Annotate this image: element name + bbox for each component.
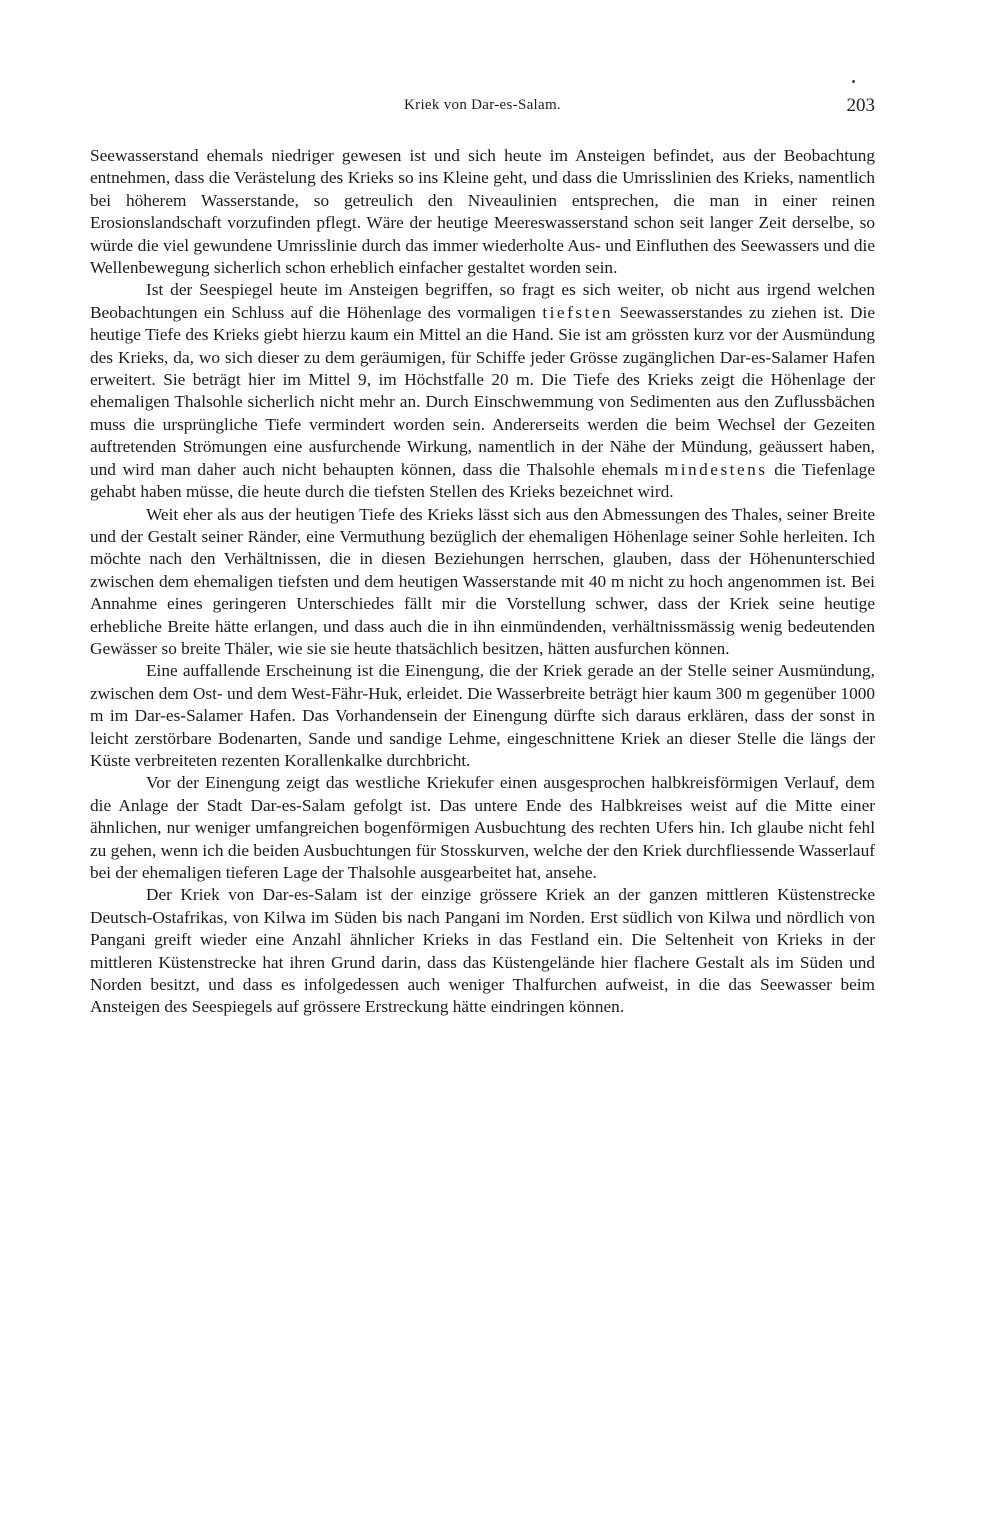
paragraph-text: Seewasserstand ehemals niedriger gewesen ist und sich heute im Ansteigen befindet, aus der Beobachtung entnehmen, dass die Verästelung des Krieks so ins Kleine geht, und dass die Umrisslinien des Krieks, namentlich bei höherem Wasserstande, so getreulich den Niveaulinien entsprechen, die man in einer reinen Erosionslandschaft vorzufinden pflegt. Wäre der heutige Meereswasserstand schon seit langer Zeit derselbe, so würde die viel gewundene Umrisslinie durch das immer wiederholte Aus- und Einfluthen des Seewassers und die Wellenbewegung sicherlich schon erheblich einfacher gestaltet worden sein. — [90, 146, 875, 278]
emphasized-word: tiefsten — [542, 302, 614, 322]
running-header — [90, 95, 875, 119]
paragraph-5 — [90, 772, 875, 884]
paragraph-3 — [90, 504, 875, 661]
emphasized-word: mindestens — [664, 459, 768, 479]
paragraph-text: Der Kriek von Dar-es-Salam ist der einzige grössere Kriek an der ganzen mittleren Küstenstrecke Deutsch-Ostafrikas, von Kilwa im Süden bis nach Pangani im Norden. Erst südlich von Kilwa und nördlich von Pangani greift wieder eine Anzahl ähnlicher Krieks in das Festland ein. Die Seltenheit von Krieks in der mittleren Küstenstrecke hat ihren Grund darin, dass das Küstengelände hier flachere Gestalt als im Süden und Norden besitzt, und dass es infolgedessen auch weniger Thalfurchen aufweist, in die das Seewasser beim Ansteigen des Seespiegels auf grössere Erstreckung hätte eindringen können. — [90, 885, 875, 1017]
paragraph-text: Eine auffallende Erscheinung ist die Einengung, die der Kriek gerade an der Stelle seiner Ausmündung, zwischen dem Ost- und dem West-Fähr-Huk, erleidet. Die Wasserbreite beträgt hier kaum 300 m gegenüber 1000 m im Dar-es-Salamer Hafen. Das Vorhandensein der Einengung dürfte sich daraus erklären, dass der sonst in leicht zerstörbare Bodenarten, Sande und sandige Lehme, eingeschnittene Kriek an dieser Stelle die längs der Küste verbreiteten rezenten Korallenkalke durchbricht. — [90, 661, 875, 770]
paragraph-text: Ist der Seespiegel heute im Ansteigen begriffen, so fragt es sich weiter, ob nicht aus irgend welchen Beobachtungen ein Schluss auf die Höhenlage des vormaligen — [90, 280, 875, 322]
paragraph-6 — [90, 884, 875, 1018]
paragraph-text: Weit eher als aus der heutigen Tiefe des Krieks lässt sich aus den Abmessungen des Thales, seiner Breite und der Gestalt seiner Ränder, eine Vermuthung bezüglich der ehemaligen Höhenlage seiner Sohle herleiten. Ich möchte nach den Verhältnissen, die in diesen Beziehungen herrschen, glauben, dass der Höhenunterschied zwischen dem ehemaligen tiefsten und dem heutigen Wasserstande mit 40 m nicht zu hoch angenommen ist. Bei Annahme eines geringeren Unterschiedes fällt mir die Vorstellung schwer, dass der Kriek seine heutige erhebliche Breite hätte erlangen, und dass auch die in ihn einmündenden, verhältnissmässig wenig bedeutenden Gewässer so breite Thäler, wie sie sie heute thatsächlich besitzen, hätten ausfurchen können. — [90, 504, 875, 658]
paragraph-2 — [90, 279, 875, 503]
paragraph-text: Vor der Einengung zeigt das westliche Kriekufer einen ausgesprochen halbkreisförmigen Verlauf, dem die Anlage der Stadt Dar-es-Salam gefolgt ist. Das untere Ende des Halbkreises weist auf die Mitte einer ähnlichen, nur weniger umfangreichen bogenförmigen Ausbuchtung des rechten Ufers hin. Ich glaube nicht fehl zu gehen, wenn ich die beiden Ausbuchtungen für Stosskurven, welche der den Kriek durchfliessende Wasserlauf bei der ehemaligen tieferen Lage der Thalsohle ausgearbeitet hat, ansehe. — [90, 773, 875, 882]
paragraph-text: Seewasserstandes zu ziehen ist. Die heutige Tiefe des Krieks giebt hierzu kaum ein Mittel an die Hand. Sie ist am grössten kurz vor der Ausmündung des Krieks, da, wo sich dieser zu dem geräumigen, für Schiffe jeder Grösse zugänglichen Dar-es-Salamer Hafen erweitert. Sie beträgt hier im Mittel 9, im Höchstfalle 20 m. Die Tiefe des Krieks zeigt die Höhenlage der ehemaligen Thalsohle sicherlich nicht mehr an. Durch Einschwemmung von Sedimenten aus den Zuflussbächen muss die ursprüngliche Tiefe vermindert worden sein. Andererseits werden die beim Wechsel der Gezeiten auftretenden Strömungen eine ausfurchende Wirkung, namentlich in der Nähe der Mündung, geäussert haben, und wird man daher auch nicht behaupten können, dass die Thalsohle ehemals — [90, 302, 875, 479]
running-title: Kriek von Dar-es-Salam. — [404, 97, 561, 113]
paragraph-4 — [90, 660, 875, 772]
paragraph-1 — [90, 145, 875, 279]
page-number: 203 — [846, 95, 875, 116]
body-text — [90, 145, 875, 1019]
print-speck — [852, 80, 855, 83]
paragraph-text: die Tiefenlage gehabt haben müsse, die heute durch die tiefsten Stellen des Krieks bezeichnet wird. — [90, 459, 875, 502]
